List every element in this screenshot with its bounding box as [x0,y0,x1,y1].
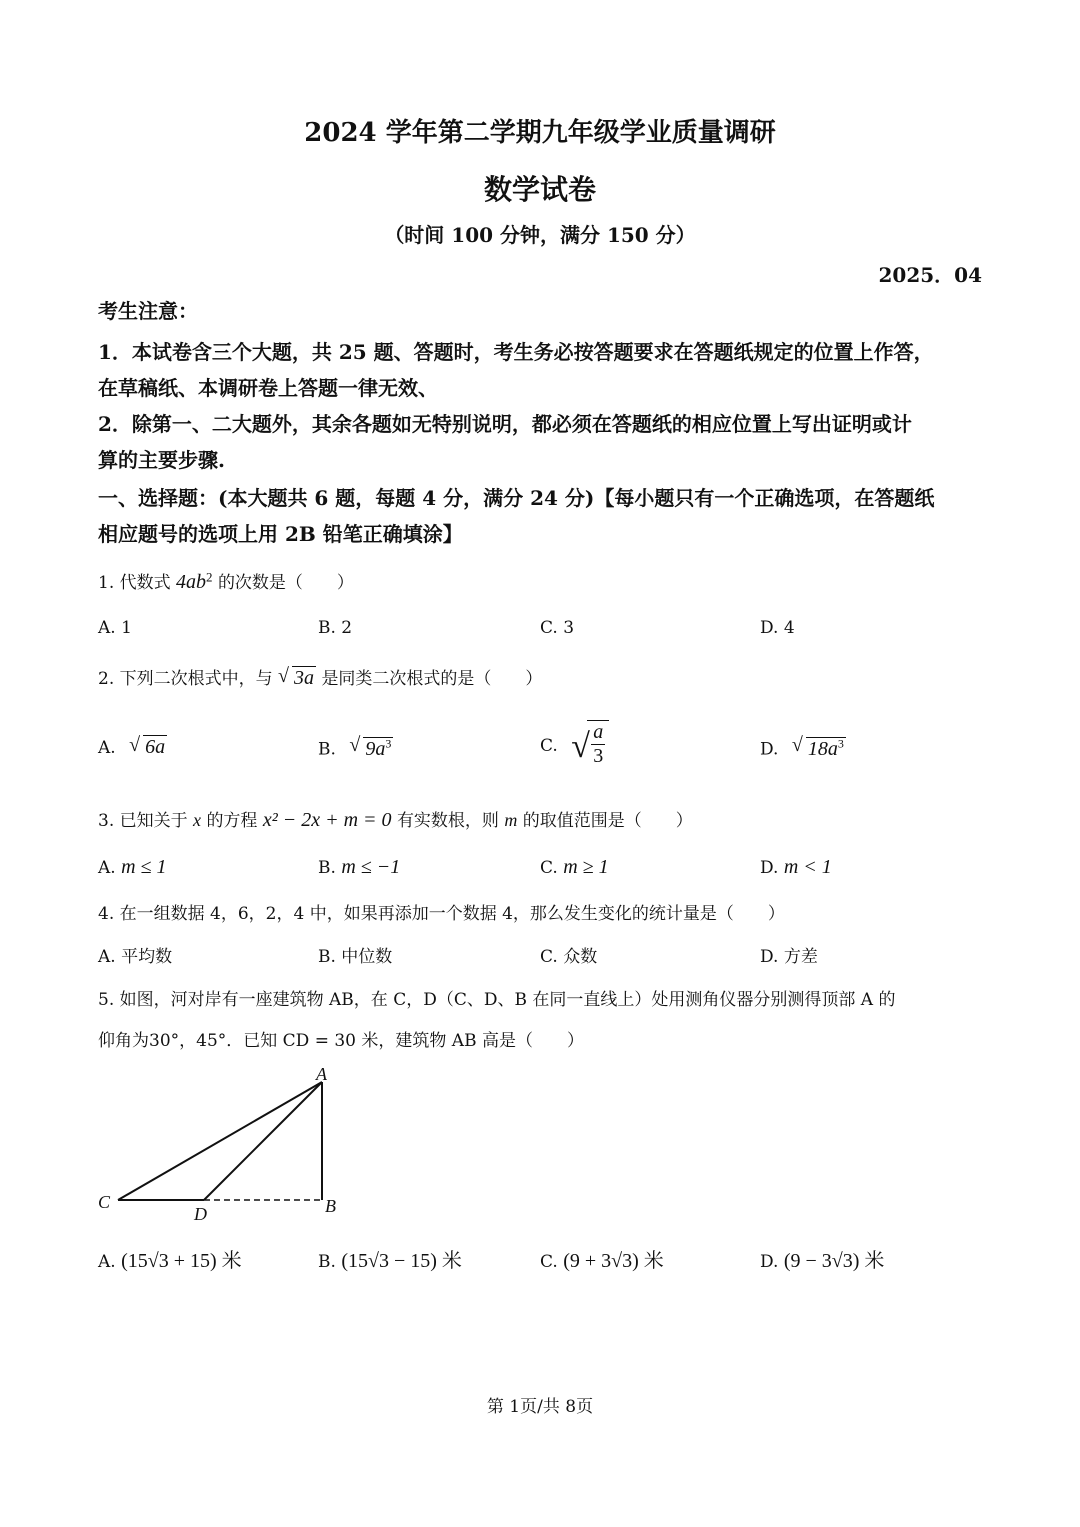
question-1 [98,568,354,594]
q5-option-a[interactable]: A. (15√3 + 15) 米 [98,1250,242,1272]
line-ca [118,1082,322,1200]
duration-note: （时间 100 分钟，满分 150 分） [384,223,696,247]
q4-option-a[interactable]: A. 平均数 [98,947,173,967]
q1-suffix: 的次数是（ ） [217,573,354,593]
q3-option-c[interactable]: C. m ≥ 1 [540,856,609,878]
q2-suffix: 是同类二次根式的是（ ） [321,669,543,689]
label-b: B [325,1196,336,1216]
question-2 [98,664,542,690]
q4-option-c[interactable]: C. 众数 [540,947,598,967]
q1-option-a[interactable]: A. 1 [98,618,132,638]
q5-option-b[interactable]: B. (15√3 − 15) 米 [318,1250,462,1272]
notice-heading: 考生注意： [98,299,198,323]
label-c: C [98,1192,111,1212]
label-d: D [194,1204,207,1224]
q1-exponent: 2 [206,569,213,585]
q1-prefix: 1. 代数式 [98,573,171,593]
exam-title: 2024 学年第二学期九年级学业质量调研 [304,118,776,148]
q2-option-b[interactable]: B. √ $9a^3$ [318,736,393,761]
q2-option-c[interactable]: C. √ $\frac{a}{3}$ [540,720,609,768]
q4-option-b[interactable]: B. 中位数 [318,947,393,967]
q3-option-a[interactable]: A. m ≤ 1 [98,856,167,878]
q5-option-c[interactable]: C. (9 + 3√3) 米 [540,1250,664,1272]
q1-option-d[interactable]: D. 4 [760,618,795,638]
question-5: 5. 如图，河对岸有一座建筑物 AB，在 C，D（C、D、B 在同一直线上）处用测角仪器分别测得顶部 A 的 [98,990,896,1010]
q1-expression: 4ab [176,571,207,593]
q1-option-c[interactable]: C. 3 [540,618,575,638]
section-1-heading-cont: 相应题号的选项上用 2B 铅笔正确填涂】 [98,522,463,546]
q2-radical: √ 3a [278,667,316,690]
q2-prefix: 2. 下列二次根式中，与 [98,669,273,689]
q5-option-d[interactable]: D. (9 − 3√3) 米 [760,1250,885,1272]
q3-option-d[interactable]: D. m < 1 [760,856,832,878]
page-number: 第 1页/共 8页 [486,1397,594,1417]
q1-option-b[interactable]: B. 2 [318,618,353,638]
notice-item-1-cont: 在草稿纸、本调研卷上答题一律无效、 [98,376,438,400]
notice-item-2-cont: 算的主要步骤. [98,448,225,472]
label-a: A [316,1064,327,1084]
subject-title: 数学试卷 [483,173,596,206]
exam-date: 2025．04 [878,263,982,287]
q4-option-d[interactable]: D. 方差 [760,947,818,967]
q5-figure [90,1060,350,1230]
question-5-cont: 仰角为30°，45°．已知 CD = 30 米，建筑物 AB 高是（ ） [98,1031,584,1051]
q3-option-b[interactable]: B. m ≤ −1 [318,856,401,878]
q2-option-d[interactable]: D. √ $18a^3$ [760,736,846,761]
q3-equation: x² − 2x + m = 0 [262,809,392,831]
notice-item-2: 2．除第一、二大题外，其余各题如无特别说明，都必须在答题纸的相应位置上写出证明或计 [98,412,912,436]
question-4: 4. 在一组数据 4，6，2，4 中，如果再添加一个数据 4，那么发生变化的统计量是（ ） [98,904,785,924]
notice-item-1: 1．本试卷含三个大题，共 25 题、答题时，考生务必按答题要求在答题纸规定的位置上作答， [98,340,934,364]
question-3: 3. 已知关于 x 的方程 x² − 2x + m = 0 有实数根，则 m 的取值范围是（ ） [98,809,693,831]
section-1-heading: 一、选择题：(本大题共 6 题，每题 4 分，满分 24 分)【每小题只有一个正确选项，在答题纸 [98,486,935,510]
q2-option-a[interactable]: A. √ 6a [98,736,167,759]
